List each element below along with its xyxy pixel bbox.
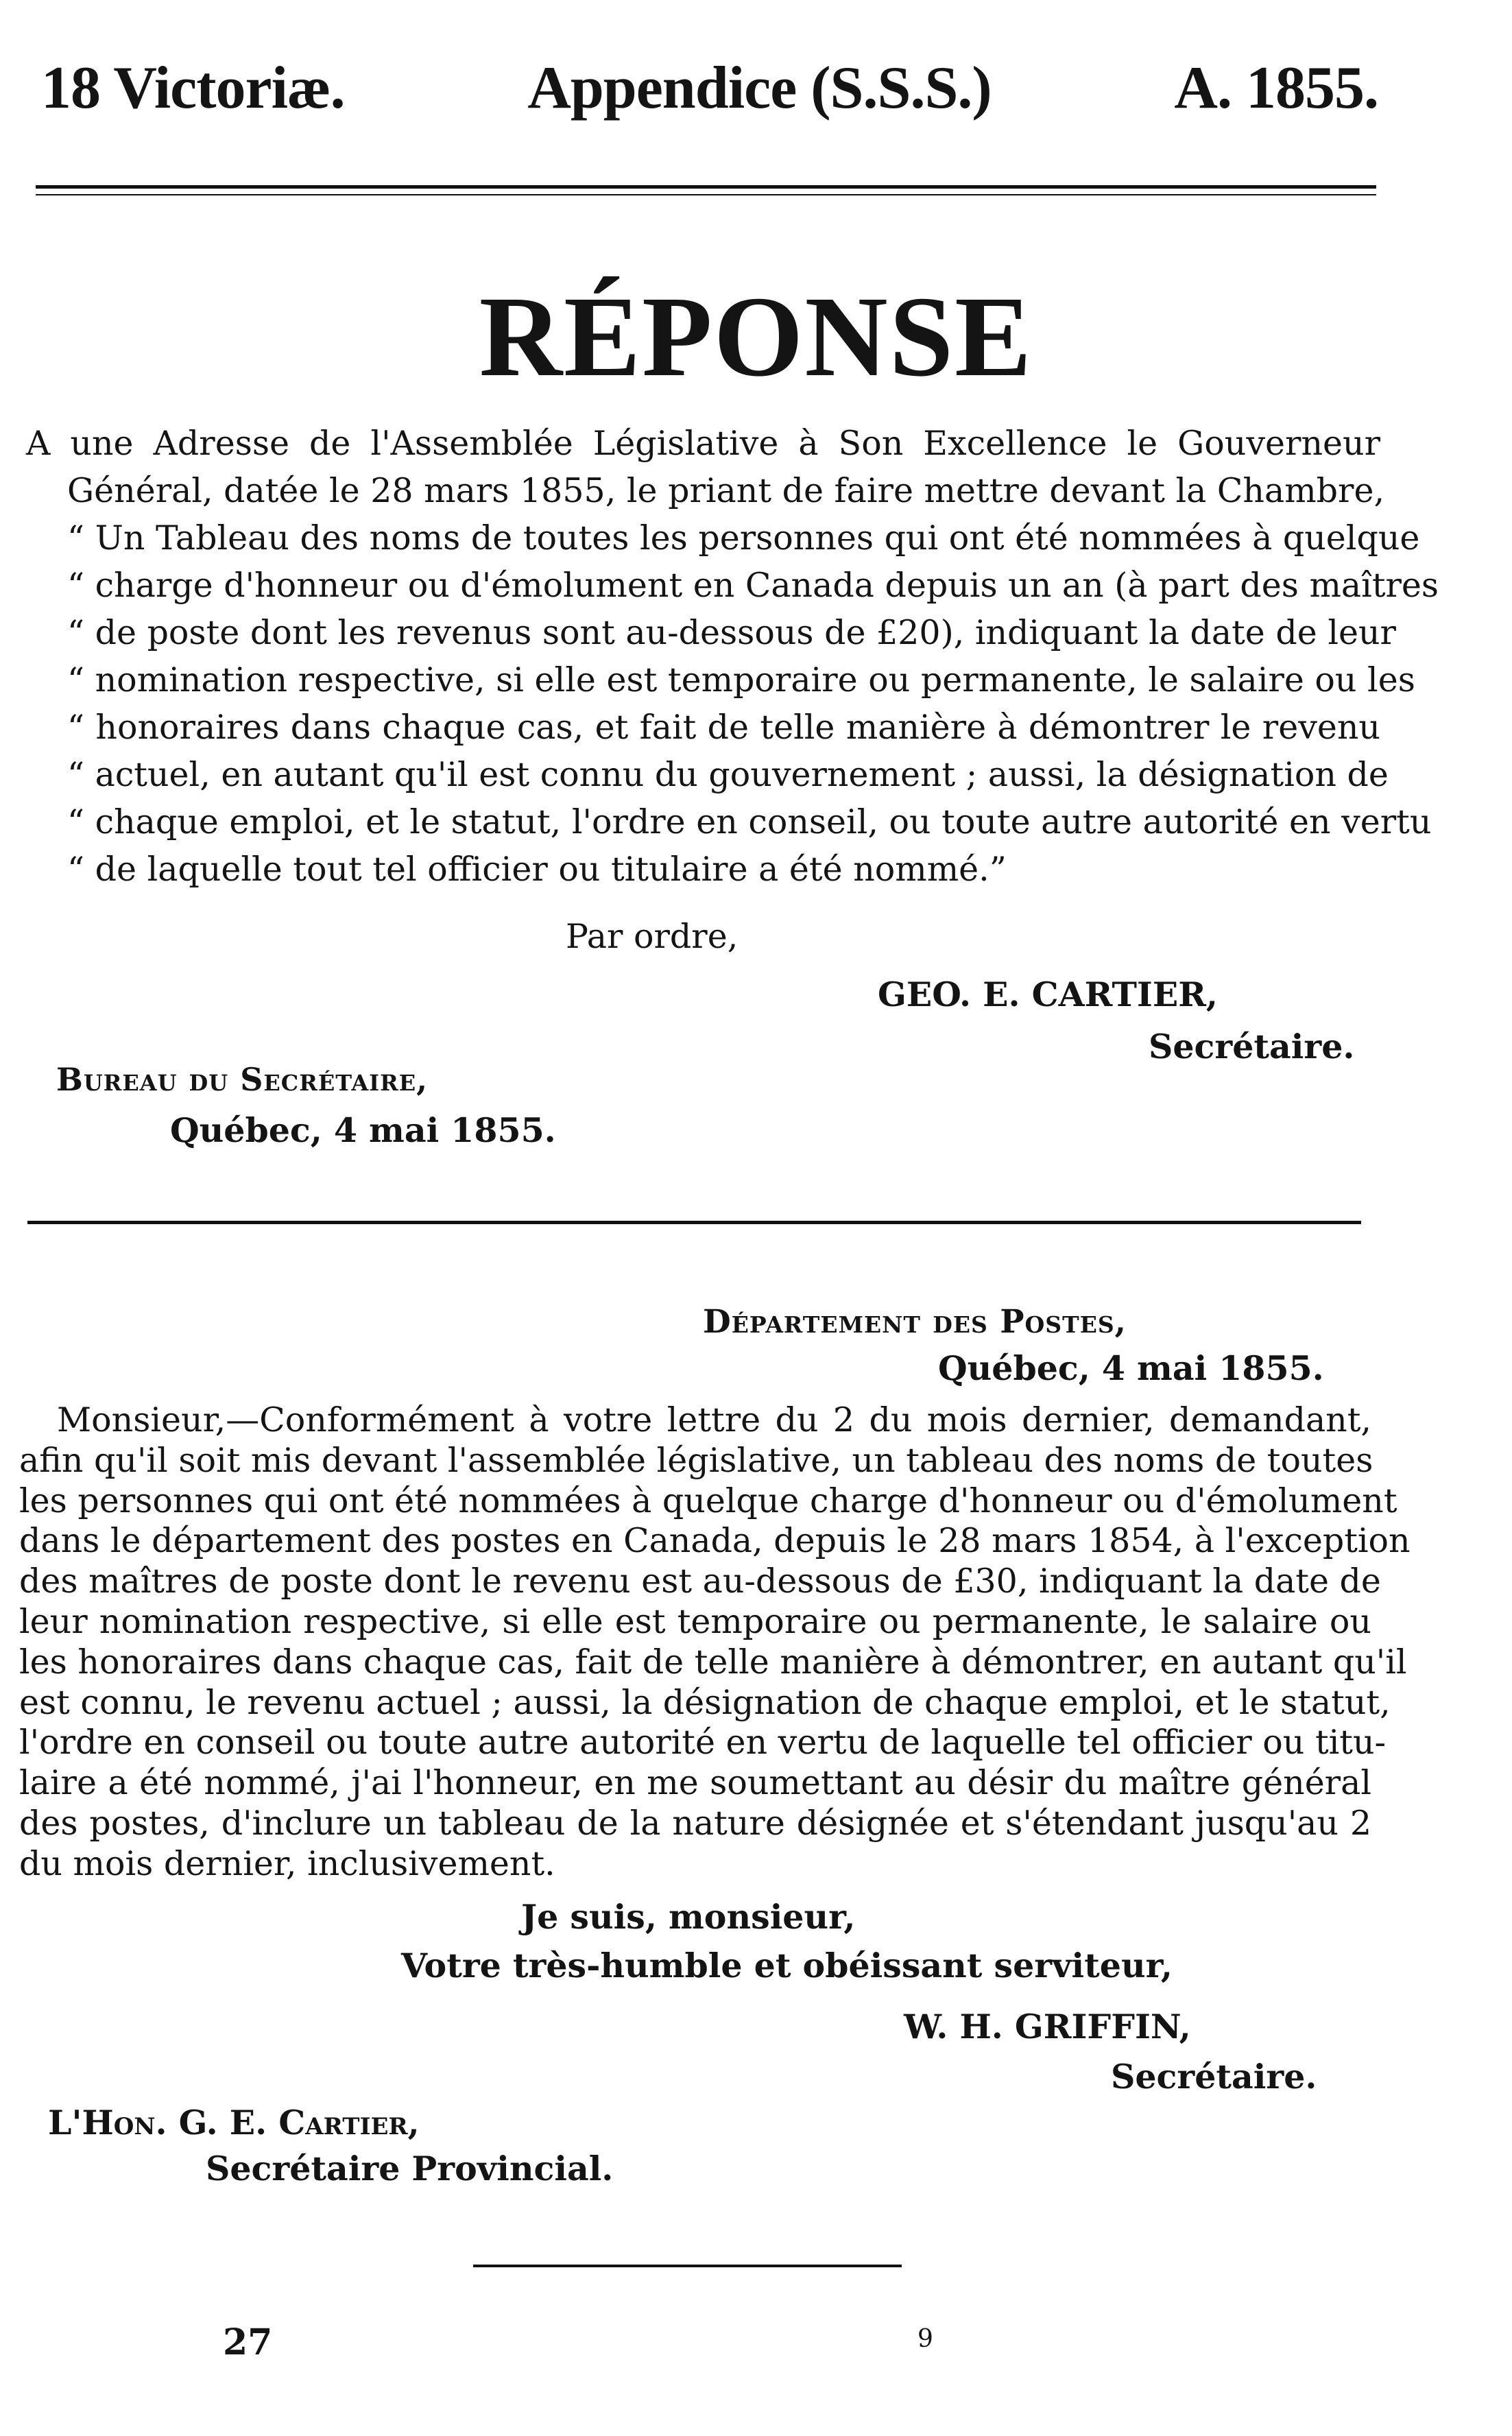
letter-line: est connu, le revenu actuel ; aussi, la désignation de chaque emploi, et le statut,: [19, 1682, 1391, 1722]
address-paragraph: [26, 420, 1439, 893]
press-mark: 9: [917, 2325, 933, 2353]
order-signatory-title: Secrétaire.: [1149, 1027, 1355, 1066]
addressee-name: [48, 2102, 420, 2143]
address-line: A une Adresse de l'Assemblée Législative à Son Excellence le Gouverneur: [26, 424, 1380, 463]
address-line: “ honoraires dans chaque cas, et fait de telle manière à démontrer le revenu: [67, 708, 1380, 747]
letter-line: laire a été nommé, j'ai l'honneur, en me soumettant au désir du maître général: [19, 1763, 1371, 1803]
address-line: “ de poste dont les revenus sont au-dessous de £20), indiquant la date de leur: [67, 613, 1396, 652]
header-center: Appendice (S.S.S.): [527, 55, 992, 121]
letter-body: [19, 1400, 1411, 1885]
order-signatory: GEO. E. CARTIER,: [878, 975, 1218, 1014]
letter-signatory: W. H. GRIFFIN,: [904, 2007, 1191, 2046]
header-right: A. 1855.: [1174, 55, 1378, 121]
letter-line: des maîtres de poste dont le revenu est au-dessous de £30, indiquant la date de: [19, 1562, 1381, 1601]
address-line: Général, datée le 28 mars 1855, le priant de faire mettre devant la Chambre,: [67, 471, 1385, 510]
letter-line: des postes, d'inclure un tableau de la nature désignée et s'étendant jusqu'au 2: [19, 1803, 1371, 1843]
page-number: 27: [223, 2321, 273, 2363]
par-ordre: Par ordre,: [566, 917, 739, 956]
section-rule: [27, 1221, 1361, 1224]
page-title: RÉPONSE: [479, 273, 1033, 401]
letter-line: les honoraires dans chaque cas, fait de telle manière à démontrer, en autant qu'il: [19, 1642, 1407, 1682]
office-name: Bureau du Secrétaire,: [56, 1061, 429, 1098]
header-rule: [36, 185, 1376, 195]
running-header: [41, 53, 1378, 123]
letter-place-date: Québec, 4 mai 1855.: [938, 1348, 1324, 1388]
letter-signatory-title: Secrétaire.: [1111, 2057, 1317, 2097]
letter-line: Monsieur,—Conformément à votre lettre du 2 du mois dernier, demandant,: [57, 1400, 1371, 1440]
address-line: “ charge d'honneur ou d'émolument en Canada depuis un an (à part des maîtres: [67, 566, 1439, 605]
closing-rule: [473, 2265, 902, 2267]
addressee-title: Secrétaire Provincial.: [206, 2149, 614, 2188]
letter-line: afin qu'il soit mis devant l'assemblée législative, un tableau des noms de toutes: [19, 1440, 1373, 1480]
letter-line: leur nomination respective, si elle est temporaire ou permanente, le salaire ou: [19, 1601, 1371, 1641]
address-line: “ de laquelle tout tel officier ou titulaire a été nommé.”: [67, 850, 1007, 889]
address-line: “ chaque emploi, et le statut, l'ordre en conseil, ou toute autre autorité en vertu: [67, 802, 1432, 841]
closing-salutation: Je suis, monsieur,: [521, 1897, 856, 1937]
addressee-text: L'Hon. G. E. Cartier,: [48, 2103, 420, 2142]
letter-line: l'ordre en conseil ou toute autre autorité en vertu de laquelle tel officier ou titu-: [19, 1723, 1387, 1763]
closing-phrase: Votre très-humble et obéissant serviteur,: [401, 1946, 1173, 1985]
header-left: 18 Victoriæ.: [41, 55, 345, 121]
department-name: Département des Postes,: [703, 1303, 1127, 1341]
letter-line: les personnes qui ont été nommées à quelque charge d'honneur ou d'émolument: [19, 1481, 1397, 1520]
address-line: “ Un Tableau des noms de toutes les personnes qui ont été nommées à quelque: [67, 518, 1420, 558]
address-line: “ actuel, en autant qu'il est connu du gouvernement ; aussi, la désignation de: [67, 755, 1389, 794]
address-line: “ nomination respective, si elle est temporaire ou permanente, le salaire ou les: [67, 660, 1415, 700]
letter-line: du mois dernier, inclusivement.: [19, 1843, 555, 1883]
order-place-date: Québec, 4 mai 1855.: [170, 1110, 556, 1150]
letter-line: dans le département des postes en Canada, depuis le 28 mars 1854, à l'exception: [19, 1521, 1411, 1561]
